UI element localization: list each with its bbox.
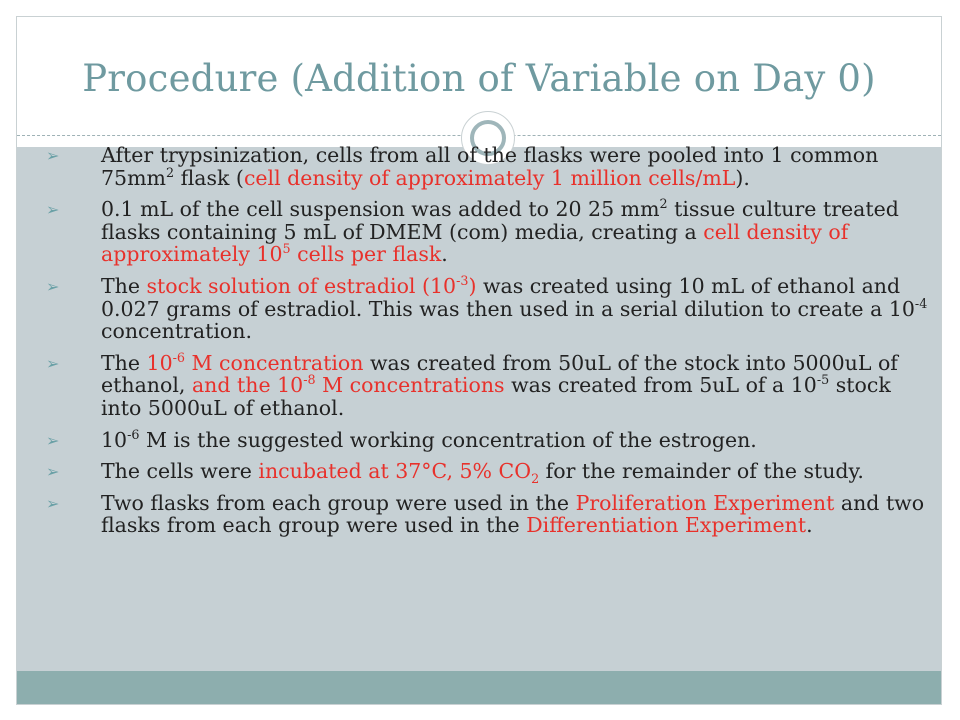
highlight-subscript: 2 xyxy=(531,471,540,487)
list-item xyxy=(46,275,936,343)
highlight-superscript: 5 xyxy=(282,241,291,257)
highlight-text: cell density of approximately 1 million cells/mL xyxy=(243,165,736,190)
arrowhead-bullet-icon: ➢ xyxy=(46,493,60,513)
bullet-text: M is the suggested working concentration of the estrogen. xyxy=(139,427,757,452)
bullet-text: Two flasks from each group were used in the xyxy=(101,490,576,515)
highlight-superscript: -6 xyxy=(172,349,185,365)
arrowhead-bullet-icon: ➢ xyxy=(46,276,60,296)
bullet-text: was created from 50uL of the stock into 5000uL of ethanol, xyxy=(101,350,898,398)
highlight-text: stock solution of estradiol (10 xyxy=(146,273,457,298)
highlight-superscript: -8 xyxy=(303,372,316,388)
highlight-text: and the 10 xyxy=(191,373,304,398)
bullet-text: was created using 10 mL of ethanol and 0.027 grams of estradiol. This was then used in a serial dilution to create a 10 xyxy=(101,273,915,321)
bullet-text: flask ( xyxy=(174,165,244,190)
arrowhead-bullet-icon: ➢ xyxy=(46,462,60,482)
list-item xyxy=(46,144,936,189)
bullet-text: The xyxy=(101,350,147,375)
slide-title: Procedure (Addition of Variable on Day 0) xyxy=(82,57,876,100)
bullet-text: ). xyxy=(735,165,750,190)
bullet-text: for the remainder of the study. xyxy=(539,459,864,484)
bullet-text: . xyxy=(441,242,448,267)
highlight-text: cells per flask xyxy=(290,242,442,267)
list-item xyxy=(46,492,936,537)
highlight-text: ) xyxy=(468,273,477,298)
highlight-text: M concentration xyxy=(185,350,364,375)
list-item xyxy=(46,198,936,266)
list-item xyxy=(46,349,936,420)
bullet-text: and two flasks from each group were used in the xyxy=(101,490,925,538)
bullet-text: 0.1 mL of the cell suspension was added to 20 25 mm xyxy=(101,197,660,222)
footer-band xyxy=(17,671,941,704)
bullet-text: The cells were xyxy=(101,459,259,484)
bullet-text: concentration. xyxy=(101,319,252,344)
bullet-text: The xyxy=(101,273,147,298)
bullet-text: After trypsinization, cells from all of the flasks were pooled into 1 common 75mm xyxy=(101,143,879,190)
bullet-text: was created from 5uL of a 10 xyxy=(504,373,817,398)
highlight-text: 10 xyxy=(146,350,173,375)
highlight-text: Differentiation Experiment xyxy=(526,513,807,538)
bullet-text: stock into 5000uL of ethanol. xyxy=(101,373,891,420)
highlight-text: M concentrations xyxy=(315,373,505,398)
superscript: -4 xyxy=(914,295,928,311)
bullet-text: tissue culture treated flasks containing 5 mL of DMEM (com) media, creating a xyxy=(101,197,899,244)
arrowhead-bullet-icon: ➢ xyxy=(46,430,60,450)
list-item xyxy=(46,459,936,487)
superscript: -5 xyxy=(816,372,830,388)
highlight-superscript: -3 xyxy=(456,273,469,289)
highlight-text: Proliferation Experiment xyxy=(575,490,835,515)
bullet-text: . xyxy=(806,513,813,538)
highlight-text: cell density of approximately 10 xyxy=(101,219,849,267)
list-item xyxy=(46,426,936,452)
superscript: 2 xyxy=(165,164,175,180)
highlight-text: incubated at 37°C, 5% CO xyxy=(258,459,532,484)
bullet-list xyxy=(46,144,936,546)
superscript: 2 xyxy=(659,196,668,212)
arrowhead-bullet-icon: ➢ xyxy=(46,200,60,220)
arrowhead-bullet-icon: ➢ xyxy=(46,146,60,165)
superscript: -6 xyxy=(127,426,140,442)
bullet-text: 10 xyxy=(101,427,128,452)
arrowhead-bullet-icon: ➢ xyxy=(46,353,60,373)
